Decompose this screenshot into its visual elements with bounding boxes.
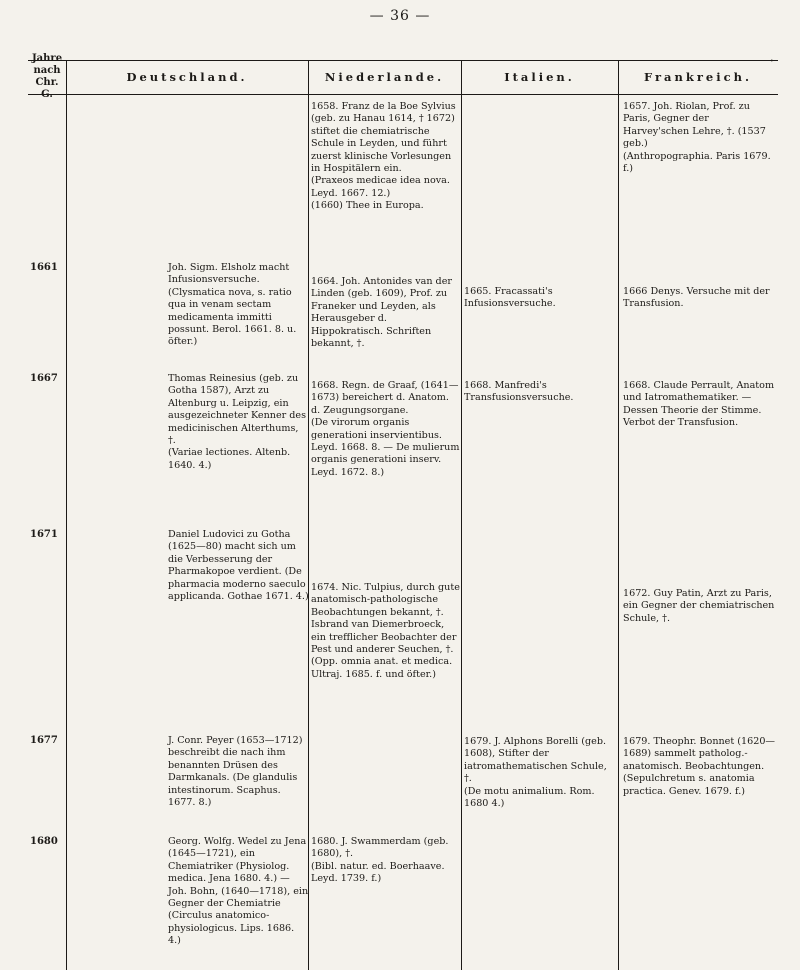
germany-entry: J. Conr. Peyer (1653—1712) beschreibt die nach ihm benannten Drüsen des Darmkanals. (De glandulis intestinorum. Scaphus. 1677. 8.) — [168, 735, 303, 809]
netherlands-entry: 1658. Franz de la Boe Sylvius (geb. zu Hanau 1614, † 1672) stiftet die chemiatrische Schule in Leyden, und führt zuerst klinische Vorlesungen in Hospitälern ein. (Praxeos medicae idea nova. Leyd. 1667. 12.) (1660) Thee in Europa. — [311, 101, 456, 212]
header-germany: Deutschland. — [126, 70, 248, 84]
france-entry: 1668. Claude Perrault, Anatom und Iatromathematiker. — Dessen Theorie der Stimme. Verbot der Transfusion. — [623, 380, 775, 429]
year-label: 1667 — [30, 373, 58, 384]
column-rule — [461, 60, 462, 970]
column-rule — [308, 60, 309, 970]
france-entry: 1679. Theophr. Bonnet (1620—1689) sammelt patholog.-anatomisch. Beobachtungen. (Sepulchretum s. anatomia practica. Genev. 1679. f.) — [623, 736, 776, 797]
netherlands-entry: 1680. J. Swammerdam (geb. 1680), †. (Bibl. natur. ed. Boerhaave. Leyd. 1739. f.) — [311, 836, 449, 885]
corner-mark: • — [770, 58, 774, 65]
netherlands-entry: 1664. Joh. Antonides van der Linden (geb. 1609), Prof. zu Franeker und Leyden, als Herausgeber d. Hippokratisch. Schriften bekannt, †. — [311, 276, 452, 350]
chronology-table — [28, 53, 778, 970]
year-label: 1671 — [30, 529, 58, 540]
italy-entry: 1665. Fracassati's Infusionsversuche. — [464, 286, 556, 310]
germany-entry: Daniel Ludovici zu Gotha (1625—80) macht sich um die Verbesserung der Pharmakopoe verdient. (De pharmacia moderno saeculo applicanda. Gothae 1671. 4.) — [168, 529, 309, 603]
germany-entry: Thomas Reinesius (geb. zu Gotha 1587), Arzt zu Altenburg u. Leipzig, ein ausgezeichneter Kenner des medicinischen Alterthums, †. (Variae lectiones. Altenb. 1640. 4.) — [168, 373, 307, 471]
page-number: — 36 — — [369, 8, 431, 24]
year-label: 1680 — [30, 836, 58, 847]
france-entry: 1657. Joh. Riolan, Prof. zu Paris, Gegner der Harvey'schen Lehre, †. (1537 geb.) (Anthropographia. Paris 1679. f.) — [623, 101, 771, 175]
header-italy: Italien. — [504, 70, 575, 84]
column-rule — [66, 60, 67, 970]
year-label: 1677 — [30, 735, 58, 746]
header-france: Frankreich. — [644, 70, 752, 84]
netherlands-entry: 1674. Nic. Tulpius, durch gute anatomisch-pathologische Beobachtungen bekannt, †. Isbrand van Diemerbroeck, ein trefflicher Beobachter der Pest und anderer Seuchen, †. (Opp. omnia anat. et medica. Ultraj. 1685. f. und öfter.) — [311, 582, 460, 680]
netherlands-entry: 1668. Regn. de Graaf, (1641—1673) bereichert d. Anatom. d. Zeugungsorgane. (De virorum organis generationi inservientibus. Leyd. 1668. 8. — De mulierum organis generationi inserv. Leyd. 1672. 8.) — [311, 380, 460, 478]
year-label: 1661 — [30, 262, 58, 273]
italy-entry: 1679. J. Alphons Borelli (geb. 1608), Stifter der iatromathematischen Schule, †. (De motu animalium. Rom. 1680 4.) — [464, 736, 607, 810]
germany-entry: Joh. Sigm. Elsholz macht Infusionsversuche. (Clysmatica nova, s. ratio qua in venam sectam medicamenta immitti possunt. Berol. 1661. 8. u. öfter.) — [168, 262, 297, 348]
france-entry: 1672. Guy Patin, Arzt zu Paris, ein Gegner der chemiatrischen Schule, †. — [623, 588, 775, 624]
header-bottom-rule — [28, 94, 778, 95]
header-year-line-1: Jahre nach — [31, 53, 63, 76]
italy-entry: 1668. Manfredi's Transfusionsversuche. — [464, 380, 574, 404]
germany-entry: Georg. Wolfg. Wedel zu Jena (1645—1721), ein Chemiatriker (Physiolog. medica. Jena 1680. 4.) — Joh. Bohn, (1640—1718), ein Gegner der Chemiatrie (Circulus anatomico-physiologicus. Lips. 1686. 4.) — [168, 836, 309, 947]
header-year — [28, 53, 66, 100]
header-netherlands: Niederlande. — [324, 70, 445, 84]
france-entry: 1666 Denys. Versuche mit der Transfusion. — [623, 286, 770, 310]
column-rule — [618, 60, 619, 970]
header-year-line-2: Chr. G. — [35, 77, 59, 100]
